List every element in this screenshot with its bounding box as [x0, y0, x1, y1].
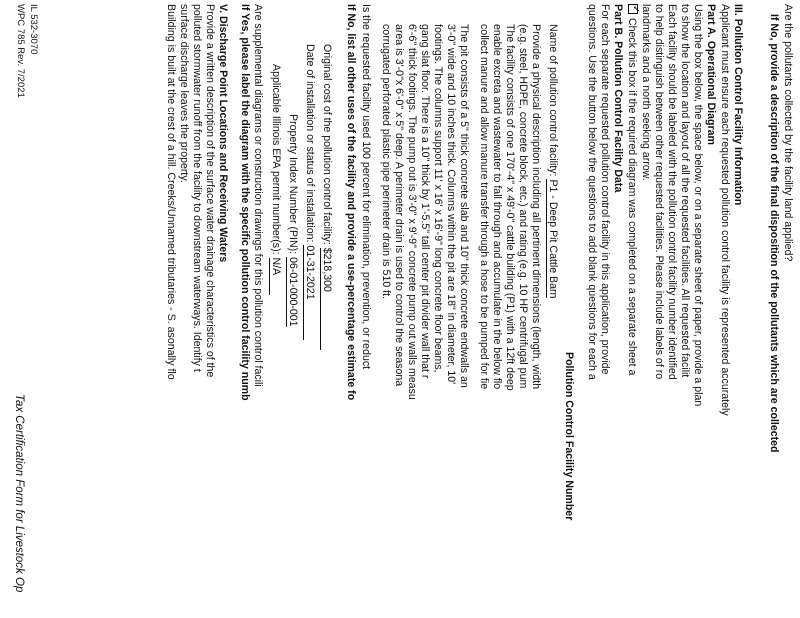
- pit-description-line-7[interactable]: corrugated perforated plastic pipe perimeter drain is 510 ft.: [380, 24, 392, 299]
- page-footer-title: Tax Certification Form for Livestock Op: [13, 394, 25, 593]
- installation-date-value[interactable]: 01-31-2021: [303, 245, 316, 339]
- diagram-checkbox-row: [624, 4, 638, 375]
- pin-label: Property Index Number (PIN):: [287, 114, 299, 255]
- pin-value[interactable]: 06-01-000-001: [287, 257, 299, 327]
- facility-name-row: [545, 24, 559, 298]
- part-a-title: Part A. Operational Diagram: [705, 4, 717, 145]
- section-5-line-3: surface discharge leaves the property.: [178, 4, 190, 183]
- top-question-disposition: If No, provide a description of the final disposition of the pollutants which are collected: [768, 14, 780, 453]
- part-a-line-3: Each facility should be labeled with the pollution control facility number identified: [666, 4, 678, 380]
- supplemental-question: Are supplemental diagrams or construction drawings for this pollution control facili: [252, 4, 264, 387]
- part-b-line-1: For each separate requested pollution control facility in this application, provide: [599, 4, 611, 375]
- original-cost-value[interactable]: $218,300: [320, 248, 333, 350]
- part-b-line-2: questions. Use the button below the questions to add blank questions for each a: [586, 4, 598, 380]
- part-b-title: Part B. Pollution Control Facility Data: [612, 4, 624, 193]
- description-line-1: Provide a physical description including all pertinent dimensions (length, width: [530, 24, 542, 390]
- pit-description-line-1[interactable]: The pit consists of a 5" thick concrete slab and 10" thick concrete endwalls an: [458, 24, 470, 388]
- original-cost-row: [319, 44, 333, 350]
- pit-description-line-2[interactable]: 3'-0" wide and 10 inches thick. Columns within the pit are 18" in diameter, 10': [445, 24, 457, 385]
- permit-label: Applicable Illinois EPA permit number(s):: [270, 64, 282, 255]
- part-a-line-2: to show the location and layout of all the requested facilities. All requested facilit: [679, 4, 691, 378]
- form-id: IL 532-3070: [28, 4, 39, 55]
- other-uses-question: [343, 4, 357, 400]
- description-line-3[interactable]: The facility consists of one 170'-4" x 49'-0" cattle building (P1) with a 12ft deep: [504, 24, 516, 391]
- section-5-title: V. Discharge Point Locations and Receiving Waters: [217, 4, 229, 263]
- pit-description-line-6[interactable]: area is 3'-0"x 6'-0" x 5" deep. A perimeter drain is used to control the seasona: [393, 24, 405, 387]
- form-revision: WPC 785 Rev. 7/2021: [15, 4, 26, 98]
- section-3-intro: Applicant must ensure each requested pollution control facility is represented accurately: [719, 4, 731, 416]
- installation-date-row: [302, 44, 316, 340]
- use-100-percent-question: Is the requested facility used 100 percent for elimination, prevention, or reduct: [360, 4, 372, 370]
- supplemental-label-instruction: If Yes, please label the diagram with the specific pollution control facility numb: [239, 4, 251, 401]
- description-line-5[interactable]: collect manure and allow manure transfer through a hose to be pumped for fie: [478, 24, 490, 390]
- diagram-checkbox[interactable]: [628, 4, 638, 14]
- part-a-line-5: landmarks and a north seeking arrow.: [640, 4, 652, 181]
- diagram-checkbox-label: Check this box if the required diagram was completed on a separate sheet a: [626, 18, 638, 376]
- facility-number-heading: Pollution Control Facility Number: [563, 352, 575, 521]
- section-5-line-1: Provide a written description of the surface water drainage characteristics of the: [204, 4, 216, 378]
- facility-name-label: Name of pollution control facility:: [547, 24, 559, 177]
- facility-name-value[interactable]: P1 - Deep Pit Cattle Barn: [547, 179, 559, 299]
- description-line-2: (e.g. steel, HDPE, concrete block, etc.) and rating (e.g. 10 HP centrifugal pum: [517, 24, 529, 389]
- permit-row: [268, 64, 282, 295]
- pit-description-line-3[interactable]: footings. The columns support 11' x 16' x 16'-9" long concrete floor beams,: [432, 24, 444, 373]
- installation-date-label: Date of installation or status of installation:: [304, 44, 316, 243]
- part-a-line-1: Using the box below, the space below, or on a separate sheet of paper, provide a plan: [692, 4, 704, 407]
- permit-value[interactable]: N/A: [269, 258, 282, 296]
- other-uses-text: If No, list all other uses of the facility and provide a use-percentage estimate fo: [345, 4, 357, 401]
- part-a-line-4: to help distinguish between other requested facilities. Please include labels of ro: [653, 4, 665, 380]
- pit-description-line-4[interactable]: gang slat floor. There is a 10" thick by 1'-5.5" tall center pit divider wall that r: [419, 24, 431, 379]
- section-3-title: III. Pollution Control Facility Information: [732, 4, 744, 206]
- top-question-land-applied: Are the pollutants collected by the facility land applied?: [782, 4, 794, 262]
- original-cost-label: Original cost of the pollution control facility:: [321, 44, 333, 245]
- pit-description-line-5[interactable]: 6'-6" thick footings. The pump out is 3'-0" x 9'-9" concrete pump out walls measu: [406, 24, 418, 400]
- pin-row: [285, 114, 299, 327]
- section-5-answer[interactable]: Building is built at the crest of a hill. Creeks/Unnamed tributaries - S. asonally flo: [165, 4, 177, 380]
- description-line-4[interactable]: enable excreta and wastewater to fall through and accumulate in the below flo: [491, 24, 503, 390]
- section-5-line-2: polluted stormwater runoff from the facility to downstream waterways. Identify t: [191, 4, 203, 372]
